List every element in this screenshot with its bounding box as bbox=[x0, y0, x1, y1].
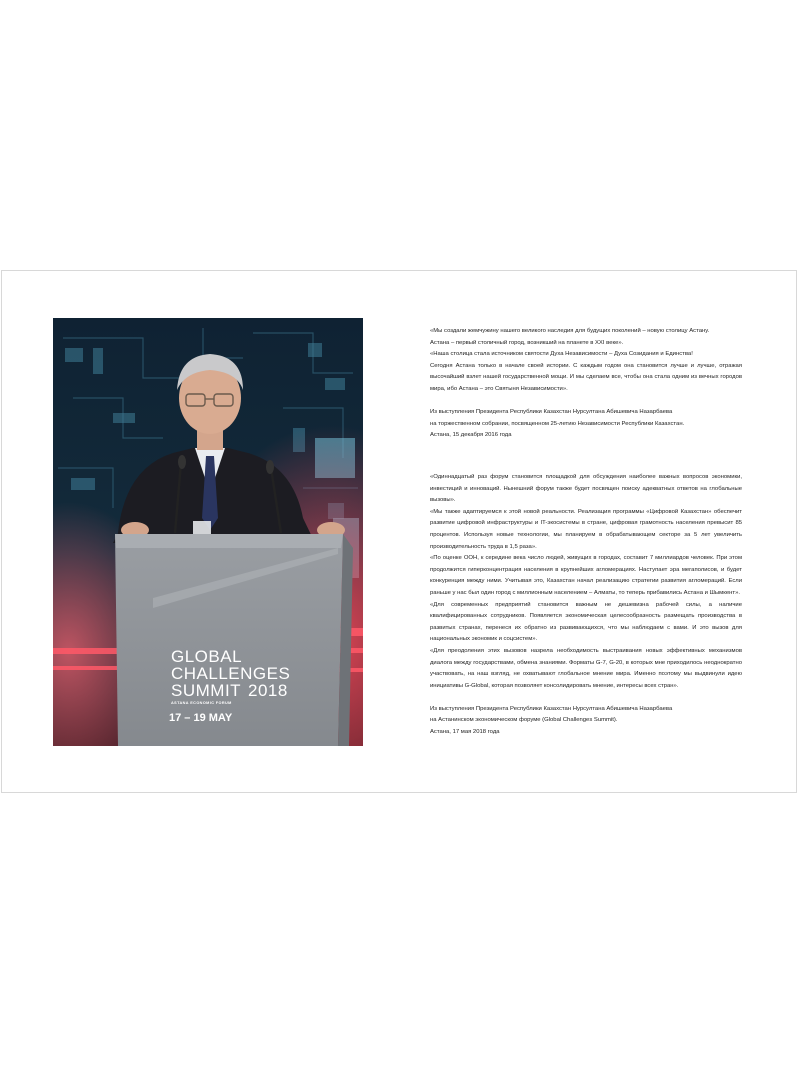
logo-line-summit: SUMMIT bbox=[171, 681, 241, 700]
logo-line-challenges: CHALLENGES bbox=[171, 664, 291, 683]
quote-paragraph: «Одиннадцатый раз форум становится площадкой для обсуждения наиболее важных вопросов экономики, инвестиций и инноваций. Нынешний форум также будет посвящен поиску адекватных ответов на глобальные вызовы». bbox=[430, 474, 742, 504]
attribution-line: Из выступления Президента Республики Казахстан Нурсултана Абишевича Назарбаева bbox=[430, 705, 673, 712]
quote-paragraph: «По оценке ООН, к середине века число людей, живущих в городах, составит 7 миллиардов человек. При этом продолжится гиперконцентрация населения в крупнейших агломерациях. Наступает эра мегаполисов, и будет конкуренция между ними. Учитывая это, Казахстан начал реализацию стратегии развития агломераций. Если раньше у нас был один город с миллионным населением – Алматы, то теперь прибавились Астана и Шымкент». bbox=[430, 555, 742, 596]
attribution-date: Астана, 15 декабря 2016 года bbox=[430, 432, 512, 439]
quote-block-2016 bbox=[430, 326, 742, 442]
quote-block-2018 bbox=[430, 472, 742, 739]
podium-logo bbox=[171, 648, 341, 724]
quote-paragraph: Астана – первый столичный город, возникший на планете в XXI веке». bbox=[430, 339, 624, 346]
attribution-line: Из выступления Президента Республики Казахстан Нурсултана Абишевича Назарбаева bbox=[430, 409, 673, 416]
quote-paragraph: «Мы создали жемчужину нашего великого наследия для будущих поколений – новую столицу Астану. bbox=[430, 328, 710, 334]
quote-paragraph: «Для преодоления этих вызовов назрела необходимость выстраивания новых эффективных механизмов диалога между государствами, обмена знаниями. Форматы G-7, G-20, в которых мне приходилось неоднократно участвовать, на наш взгляд, не охватывают глобальное мнение мира. Именно поэтому мы выдвинули идею инициативы G-Global, которая позволяет консолидировать мнение, интересы всех стран». bbox=[430, 647, 742, 689]
logo-year: 2018 bbox=[247, 681, 288, 700]
quote-paragraph: «Для современных предприятий становится важным не дешевизна рабочей силы, а наличие квалифицированных сотрудников. Появляется экономическая целесообразность размещать производства в развитых странах, перенеся их обратно из развивающихся, что мы наблюдаем с вами. И это вызов для национальных экономик и соцсистем». bbox=[430, 601, 742, 643]
logo-dates: 17 – 19 MAY bbox=[169, 712, 233, 724]
attribution-date: Астана, 17 мая 2018 года bbox=[430, 729, 500, 736]
quote-paragraph: Сегодня Астана только в начале своей истории. С каждым годом она становится лучше и лучше, отражая высочайший взлет нашей государственной мощи. И мы сделаем все, чтобы она стала одним из вечных городов мира, ибо Астана – это Святыня Независимости». bbox=[430, 362, 742, 392]
speaker-photo bbox=[53, 318, 363, 746]
quote-paragraph: «Мы также адаптируемся к этой новой реальности. Реализация программы «Цифровой Казахстан» обеспечит развитие цифровой инфраструктуры и IT-экосистемы в стране, цифровая грамотность населения превысит 85 процентов. Используя новые технологии, мы планируем в обрабатывающем секторе за 5 лет увеличить производительность труда в 1,5 раза». bbox=[430, 508, 742, 550]
quote-paragraph: «Наша столица стала источником святости Духа Независимости – Духа Созидания и Единства! bbox=[430, 351, 693, 358]
logo-line-global: GLOBAL bbox=[171, 647, 243, 666]
attribution-line: на Астанинском экономическом форуме (Global Challenges Summit). bbox=[430, 717, 618, 724]
attribution-line: на торжественном собрании, посвященном 25-летию Независимости Республики Казахстан. bbox=[430, 420, 685, 427]
logo-subtitle: ASTANA ECONOMIC FORUM bbox=[171, 701, 232, 705]
